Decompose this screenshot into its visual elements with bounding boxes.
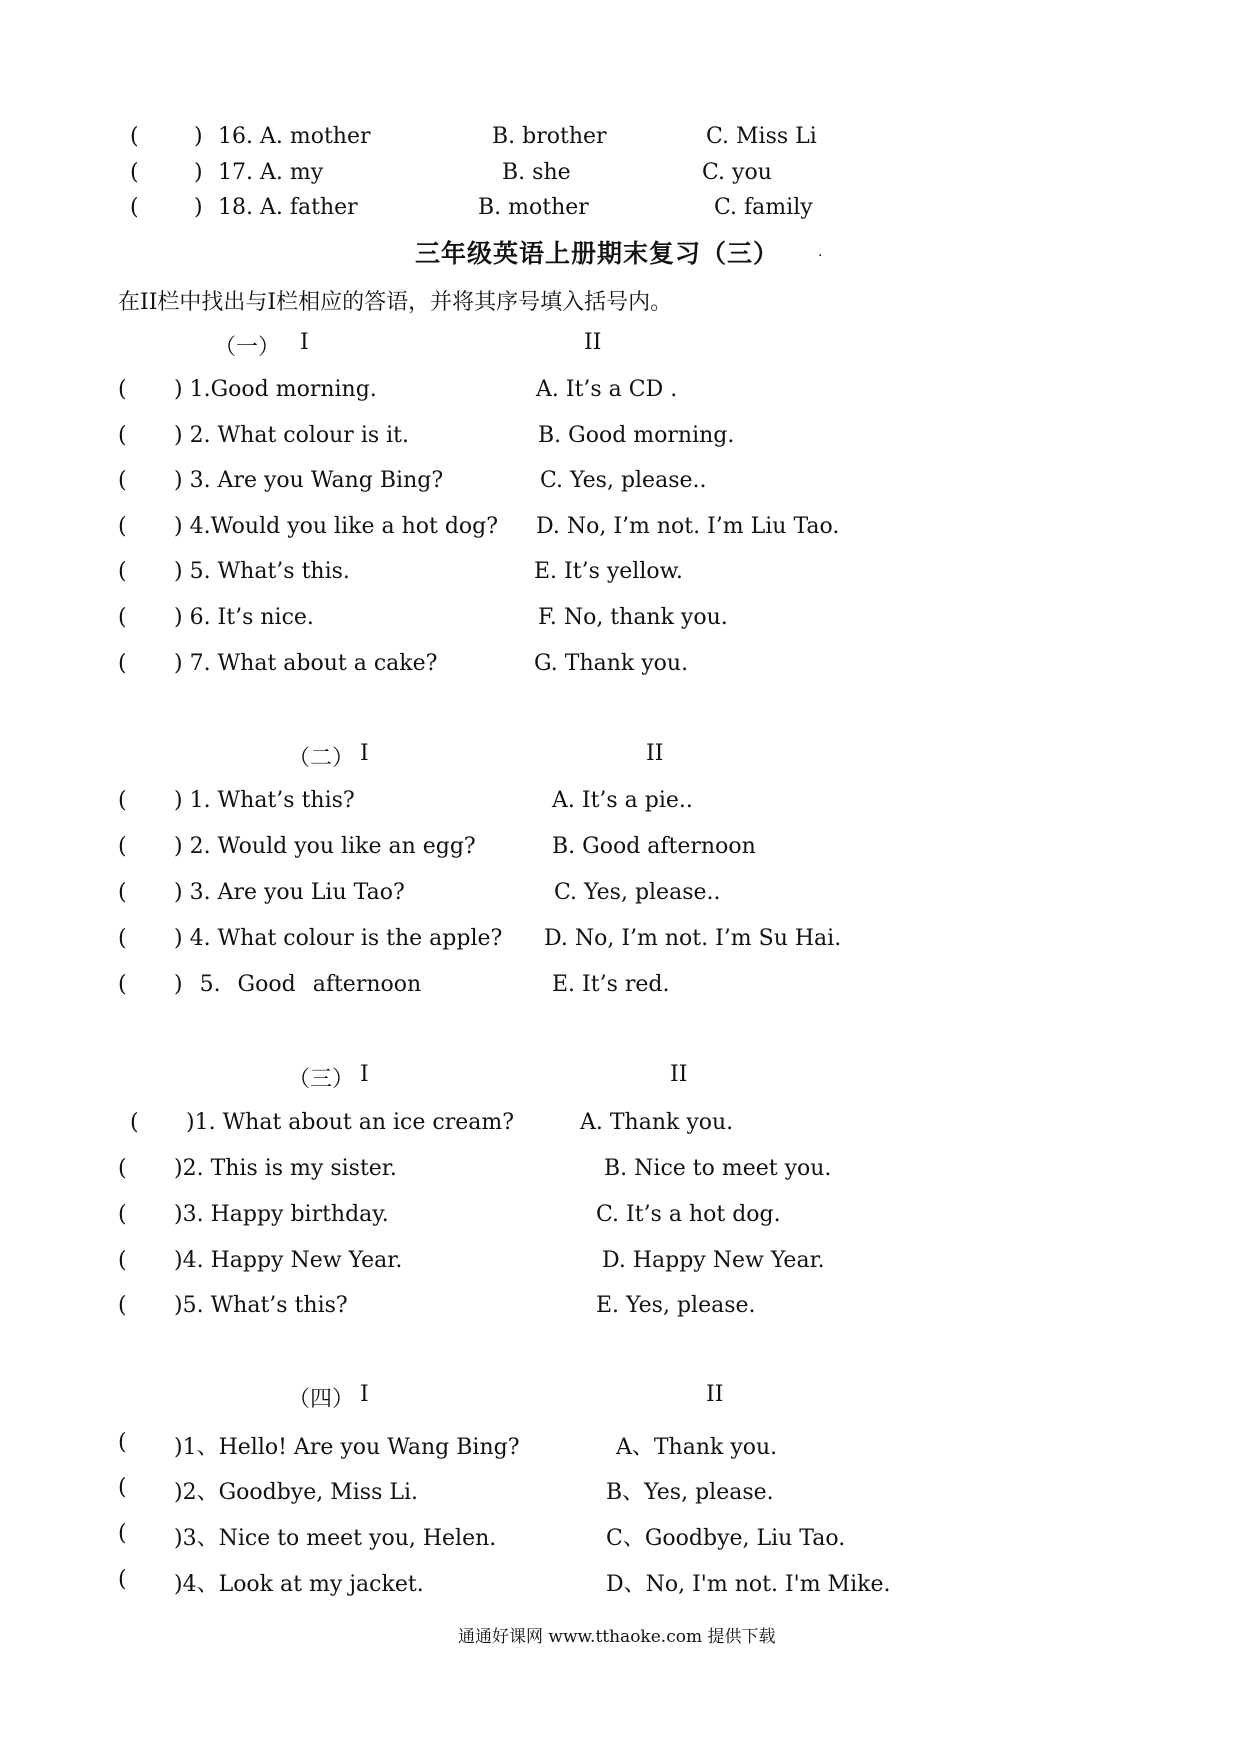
question-text: ) 1.Good morning. [174, 377, 377, 402]
section-label: （一） [214, 335, 281, 360]
answer-paren: ( [118, 1248, 127, 1273]
answer-option: B. Nice to meet you. [604, 1156, 832, 1181]
answer-option: D. No, I’m not. I’m Su Hai. [544, 926, 842, 951]
answer-paren-open: ( [130, 160, 139, 185]
answer-option: E. It’s yellow. [534, 559, 683, 584]
choice-option-b: B. brother [492, 124, 607, 149]
question-text: ) 3. Are you Liu Tao? [174, 880, 405, 905]
title-mark: . [818, 244, 823, 260]
answer-option: B、Yes, please. [606, 1480, 774, 1505]
answer-paren: ( [118, 423, 127, 448]
answer-paren-close: ) [194, 124, 203, 149]
column-ii-header: II [670, 1062, 688, 1087]
question-text: ) 6. It’s nice. [174, 605, 314, 630]
question-text: ) 2. What colour is it. [174, 423, 410, 448]
answer-paren: ( [118, 468, 127, 493]
column-ii-header: II [584, 330, 602, 355]
question-text: )5. What’s this? [174, 1293, 348, 1318]
choice-option-c: C. Miss Li [706, 124, 817, 149]
instruction: 在II栏中找出与I栏相应的答语，并将其序号填入括号内。 [118, 290, 673, 315]
answer-option: A. It’s a pie.. [552, 788, 693, 813]
answer-paren: ( [130, 1110, 139, 1135]
question-text: ) 3. Are you Wang Bing? [174, 468, 444, 493]
answer-paren: ( [118, 1567, 127, 1592]
answer-paren: ( [118, 514, 127, 539]
choice-stem: 18. A. father [218, 195, 358, 220]
question-text: ) 4.Would you like a hot dog? [174, 514, 499, 539]
question-text: )4. Happy New Year. [174, 1248, 403, 1273]
column-i-header: I [360, 1062, 369, 1087]
question-text: )2、Goodbye, Miss Li. [174, 1480, 419, 1505]
section-label: （二） [288, 746, 355, 771]
question-text: )3. Happy birthday. [174, 1202, 389, 1227]
answer-paren: ( [118, 1202, 127, 1227]
answer-option: D. Happy New Year. [602, 1248, 825, 1273]
footer-credit: 通通好课网 www.tthaoke.com 提供下载 [458, 1627, 776, 1647]
answer-paren-close: ) [194, 195, 203, 220]
answer-option: C. Yes, please.. [540, 468, 707, 493]
answer-option: A. Thank you. [580, 1110, 734, 1135]
answer-option: B. Good morning. [538, 423, 735, 448]
question-text: ) 4. What colour is the apple? [174, 926, 503, 951]
answer-paren: ( [118, 1430, 127, 1455]
answer-paren: ( [118, 559, 127, 584]
answer-paren: ( [118, 788, 127, 813]
answer-option: C. Yes, please.. [554, 880, 721, 905]
column-i-header: I [360, 1382, 369, 1407]
question-text: )1、Hello! Are you Wang Bing? [174, 1435, 520, 1460]
answer-paren: ( [118, 605, 127, 630]
answer-paren: ( [118, 1156, 127, 1181]
choice-stem: 16. A. mother [218, 124, 371, 149]
answer-option: B. Good afternoon [552, 834, 756, 859]
answer-paren: ( [118, 1293, 127, 1318]
choice-option-b: B. she [502, 160, 571, 185]
answer-paren: ( [118, 1521, 127, 1546]
question-text: )1. What about an ice cream? [186, 1110, 515, 1135]
answer-paren-open: ( [130, 195, 139, 220]
page-title: 三年级英语上册期末复习（三） [415, 239, 780, 268]
question-text: )3、Nice to meet you, Helen. [174, 1526, 497, 1551]
answer-paren: ( [118, 834, 127, 859]
answer-paren: ( [118, 377, 127, 402]
question-text: )2. This is my sister. [174, 1156, 397, 1181]
choice-stem: 17. A. my [218, 160, 324, 185]
answer-paren: ( [118, 1475, 127, 1500]
column-ii-header: II [646, 741, 664, 766]
column-i-header: I [300, 330, 309, 355]
answer-option: F. No, thank you. [538, 605, 728, 630]
column-i-header: I [360, 741, 369, 766]
answer-option: C、Goodbye, Liu Tao. [606, 1526, 846, 1551]
answer-paren-close: ) [194, 160, 203, 185]
answer-paren: ( [118, 880, 127, 905]
question-text: )4、Look at my jacket. [174, 1572, 424, 1597]
answer-option: G. Thank you. [534, 651, 689, 676]
answer-option: D. No, I’m not. I’m Liu Tao. [536, 514, 840, 539]
question-text: ) 2. Would you like an egg? [174, 834, 476, 859]
question-text: ) 1. What’s this? [174, 788, 355, 813]
section-label: （三） [288, 1067, 355, 1092]
answer-paren: ( [118, 972, 127, 997]
answer-paren: ( [118, 926, 127, 951]
answer-option: A、Thank you. [616, 1435, 778, 1460]
question-text: ) 7. What about a cake? [174, 651, 438, 676]
question-text: ) 5. What’s this. [174, 559, 350, 584]
column-ii-header: II [706, 1382, 724, 1407]
answer-paren: ( [118, 651, 127, 676]
answer-option: A. It’s a CD . [536, 377, 678, 402]
answer-option: E. Yes, please. [596, 1293, 756, 1318]
answer-option: C. It’s a hot dog. [596, 1202, 781, 1227]
choice-option-c: C. family [714, 195, 813, 220]
section-label: （四） [288, 1387, 355, 1412]
answer-option: E. It’s red. [552, 972, 670, 997]
choice-option-b: B. mother [478, 195, 589, 220]
answer-option: D、No, I'm not. I'm Mike. [606, 1572, 891, 1597]
answer-paren-open: ( [130, 124, 139, 149]
choice-option-c: C. you [702, 160, 772, 185]
question-text: ) 5. Good afternoon [174, 972, 422, 997]
